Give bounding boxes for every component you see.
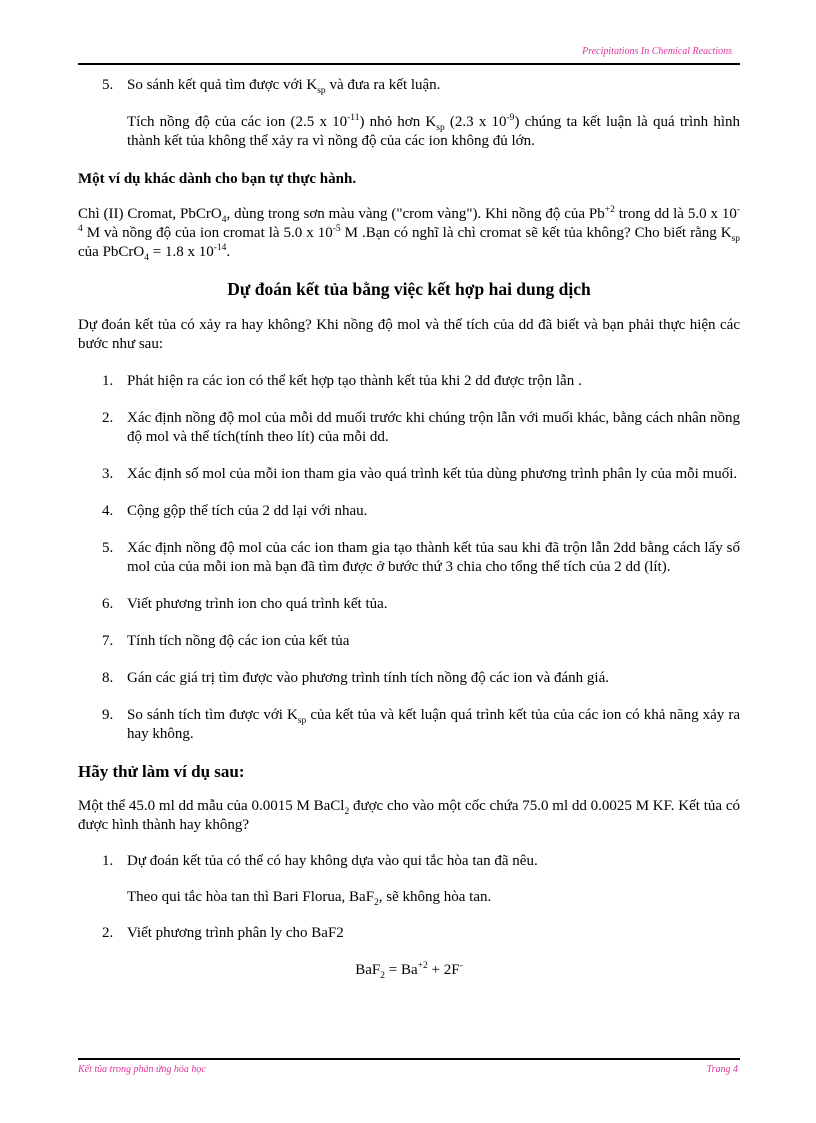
footer-document-title: Kết tủa trong phản ứng hóa học: [78, 1064, 206, 1075]
step-4: 4. Cộng gộp thể tích của 2 dd lại với nhau.: [102, 503, 368, 519]
conclusion-paragraph: Tích nồng độ của các ion (2.5 x $10^{-11}$) nhỏ hơn $K_{sp}$ (2.3 x $10^{-9}$) chúng ta kết luận là quá trình hình thành kết tủa không thể xảy ra vì nồng độ của các ion không đủ lớn.: [127, 113, 740, 149]
footer-rule: [78, 1058, 740, 1060]
page-content: [78, 72, 740, 980]
section-intro: Dự đoán kết tủa có xảy ra hay không? Khi nồng độ mol và thể tích của dd đã biết và bạn phải thực hiện các bước như sau:: [78, 317, 740, 352]
step-1: 1. Phát hiện ra các ion có thể kết hợp tạo thành kết tủa khi 2 dd được trộn lẫn .: [102, 373, 582, 389]
step-5-compare: 5. So sánh kết quả tìm được với $K_{sp}$ và đưa ra kết luận.: [102, 77, 441, 96]
try-step-1: 1. Dự đoán kết tủa có thể có hay không dựa vào qui tắc hòa tan đã nêu.: [102, 853, 538, 869]
step-8: 8. Gán các giá trị tìm được vào phương trình tính tích nồng độ các ion và đánh giá.: [102, 670, 609, 686]
header-rule: [78, 63, 740, 65]
footer-page-number: Trang 4: [706, 1064, 738, 1075]
step-9: 9. So sánh tích tìm được với $K_{sp}$ của kết tủa và kết luận quá trình kết tủa của các ion có khả năng xảy ra hay không.: [102, 707, 741, 742]
step-2: 2. Xác định nồng độ mol của mỗi dd muối trước khi chúng trộn lẫn với muối khác, bằng cách nhân nồng độ mol và thể tích(tính theo lít) của mỗi dd.: [102, 410, 740, 445]
try-step-2: 2. Viết phương trình phân ly cho BaF2: [102, 925, 344, 941]
step-7: 7. Tính tích nồng độ các ion của kết tủa: [102, 633, 350, 649]
header-title: Precipitations In Chemical Reactions: [582, 46, 732, 57]
step-3: 3. Xác định số mol của mỗi ion tham gia vào quá trình kết tủa dùng phương trình phân ly của mỗi muối.: [102, 466, 738, 482]
section-title: Dự đoán kết tủa bằng việc kết hợp hai dung dịch: [227, 279, 591, 299]
step-6: 6. Viết phương trình ion cho quá trình kết tủa.: [102, 596, 388, 612]
try-heading: Hãy thử làm ví dụ sau:: [78, 762, 245, 781]
practice-heading: Một ví dụ khác dành cho bạn tự thực hành.: [78, 171, 357, 187]
try-step-1-note: Theo qui tắc hòa tan thì Bari Florua, BaF$_2$, sẽ không hòa tan.: [127, 889, 492, 908]
try-paragraph: Một thể 45.0 ml dd mẫu của 0.0015 M BaCl$_2$ được cho vào một cốc chứa 75.0 ml dd 0.0025 M KF. Kết tủa có được hình thành hay không?: [78, 798, 740, 833]
practice-paragraph: Chì (II) Cromat, PbCrO$_4$, dùng trong sơn màu vàng ("crom vàng"). Khi nồng độ của $Pb^{+2}$ trong dd là 5.0 x $10^{-4}$ M và nồng độ của ion cromat là 5.0 x $10^{-5}$ M .Bạn có nghĩ là chì cromat sẽ kết tủa không? Cho biết rằng $K_{sp}$ của PbCrO$_4$ = 1.8 x $10^{-14}$.: [78, 205, 740, 263]
dissociation-equation: $BaF_2 = Ba^{+2} + 2F^-$: [355, 961, 463, 981]
step-5: 5. Xác định nồng độ mol của các ion tham gia tạo thành kết tủa sau khi đã trộn lẫn 2dd bằng cách lấy số mol của của mỗi ion mà bạn đã tìm được ở bước thứ 3 chia cho tổng thể tích của 2 dd (lít).: [102, 540, 740, 575]
